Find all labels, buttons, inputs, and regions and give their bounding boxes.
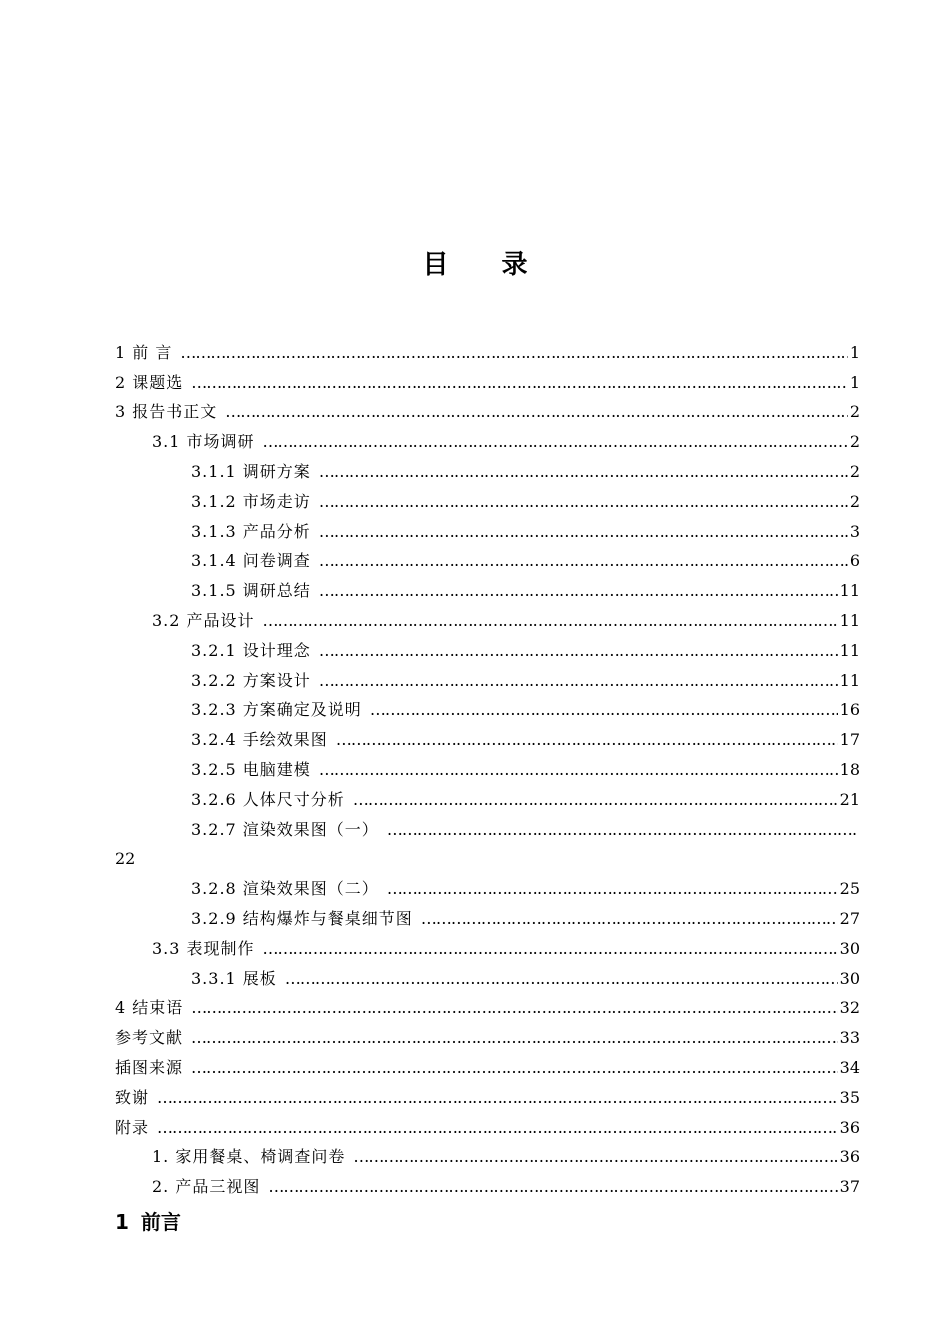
toc-entry-wrapped-page [115, 840, 860, 870]
dot-leader [387, 879, 838, 899]
toc-entry[interactable] [115, 333, 860, 363]
toc-entry-title: 2 课题选 [115, 372, 184, 392]
toc-entry-page: 17 [839, 730, 860, 750]
toc-entry[interactable] [115, 631, 860, 661]
dot-leader [191, 998, 837, 1018]
toc-entry-title: 3.2.5 电脑建模 [191, 759, 311, 779]
toc-entry-title: 3.1 市场调研 [152, 432, 255, 452]
toc-entry-title: 3.2.8 渲染效果图（二） [191, 879, 379, 899]
toc-entry[interactable] [115, 422, 860, 452]
toc-entry[interactable] [115, 1078, 860, 1108]
toc-entry[interactable] [115, 393, 860, 423]
toc-entry-title: 4 结束语 [115, 998, 184, 1018]
toc-entry-title: 插图来源 [115, 1057, 184, 1077]
dot-leader [353, 790, 838, 810]
toc-entry[interactable] [115, 691, 860, 721]
toc-entry-page: 36 [839, 1147, 860, 1167]
dot-leader [263, 611, 838, 631]
toc-entry-page: 11 [839, 610, 860, 630]
toc-entry-title: 3.1.1 调研方案 [191, 461, 311, 481]
toc-entry-page: 32 [839, 998, 860, 1018]
dot-leader [263, 939, 838, 959]
dot-leader [319, 641, 838, 661]
toc-entry-page: 11 [839, 581, 860, 601]
toc-entry[interactable] [115, 929, 860, 959]
toc-entry-page: 36 [839, 1117, 860, 1137]
toc-entry-page: 34 [839, 1057, 860, 1077]
toc-entry[interactable] [115, 1138, 860, 1168]
dot-leader [191, 373, 848, 393]
dot-leader [180, 343, 847, 363]
toc-entry-page: 16 [839, 700, 860, 720]
toc-entry-page: 6 [849, 551, 860, 571]
dot-leader [225, 402, 848, 422]
toc-entry[interactable] [115, 452, 860, 482]
dot-leader [191, 1028, 838, 1048]
toc-entry[interactable] [115, 989, 860, 1019]
toc-entry-page: 18 [839, 759, 860, 779]
toc-entry-title: 3.1.4 问卷调查 [191, 551, 311, 571]
toc-entry-title: 3.1.2 市场走访 [191, 491, 311, 511]
dot-leader [319, 492, 848, 512]
toc-entry-title: 3.2.4 手绘效果图 [191, 730, 328, 750]
toc-entry-page: 2 [849, 461, 860, 481]
section-title: 前言 [140, 1210, 181, 1234]
toc-entry-title: 3.2.6 人体尺寸分析 [191, 789, 345, 809]
toc-entry-page: 30 [839, 938, 860, 958]
dot-leader [421, 909, 838, 929]
toc-entry-title: 3.2.9 结构爆炸与餐桌细节图 [191, 908, 413, 928]
toc-entry-page: 21 [839, 789, 860, 809]
toc-entry-title: 2. 产品三视图 [152, 1177, 261, 1197]
toc-entry[interactable] [115, 720, 860, 750]
toc-entry-title: 3.1.5 调研总结 [191, 581, 311, 601]
toc-entry-title: 参考文献 [115, 1028, 184, 1048]
toc-entry[interactable] [115, 750, 860, 780]
dot-leader [319, 581, 838, 601]
toc-entry[interactable] [115, 1048, 860, 1078]
dot-leader [319, 462, 848, 482]
toc-entry-title: 3.3.1 展板 [191, 968, 277, 988]
toc-entry[interactable] [115, 571, 860, 601]
toc-entry-title: 1 前 言 [115, 342, 173, 362]
toc-entry-page: 22 [115, 849, 136, 869]
toc-entry-title: 1. 家用餐桌、椅调查问卷 [152, 1147, 346, 1167]
toc-entry-page: 25 [839, 879, 860, 899]
toc-entry-page: 11 [839, 640, 860, 660]
toc-entry-page: 11 [839, 670, 860, 690]
dot-leader [263, 432, 848, 452]
section-heading [115, 1206, 181, 1235]
toc-entry[interactable] [115, 780, 860, 810]
toc-entry[interactable] [115, 1018, 860, 1048]
toc-entry-title: 3.2.2 方案设计 [191, 670, 311, 690]
toc-entry[interactable] [115, 1108, 860, 1138]
toc-entry[interactable] [115, 512, 860, 542]
toc-entry-page: 37 [839, 1177, 860, 1197]
dot-leader [353, 1147, 837, 1167]
toc-entry[interactable] [115, 1167, 860, 1197]
toc-entry-page: 35 [839, 1087, 860, 1107]
toc-entry-page: 30 [839, 968, 860, 988]
toc-entry-title: 3.1.3 产品分析 [191, 521, 311, 541]
dot-leader [370, 700, 838, 720]
dot-leader [285, 969, 838, 989]
dot-leader [319, 551, 848, 571]
dot-leader [336, 730, 838, 750]
toc-entry-title: 3.3 表现制作 [152, 938, 255, 958]
toc-entry-title: 致谢 [115, 1087, 150, 1107]
toc-entry-title: 3.2.3 方案确定及说明 [191, 700, 362, 720]
toc-entry-page: 2 [849, 432, 860, 452]
toc-entry-title: 3.2.7 渲染效果图（一） [191, 819, 379, 839]
dot-leader [319, 760, 838, 780]
dot-leader [191, 1058, 838, 1078]
toc-entry-title: 附录 [115, 1117, 150, 1137]
dot-leader [319, 522, 848, 542]
toc-entry-page: 1 [849, 372, 860, 392]
toc-entry[interactable] [115, 601, 860, 631]
toc-entry[interactable] [115, 869, 860, 899]
toc-entry[interactable] [115, 482, 860, 512]
toc-entry[interactable] [115, 661, 860, 691]
toc-entry-title: 3.2 产品设计 [152, 610, 255, 630]
toc-entry[interactable] [115, 899, 860, 929]
toc-entry[interactable] [115, 959, 860, 989]
dot-leader [157, 1118, 838, 1138]
toc-list [115, 333, 860, 1197]
toc-entry[interactable] [115, 810, 860, 840]
toc-entry[interactable] [115, 363, 860, 393]
toc-entry-title: 3 报告书正文 [115, 402, 218, 422]
toc-entry[interactable] [115, 542, 860, 572]
toc-title: 目 录 [422, 250, 550, 280]
toc-entry-page: 33 [839, 1028, 860, 1048]
toc-entry-page: 27 [839, 908, 860, 928]
dot-leader [387, 820, 858, 840]
toc-entry-page: 2 [849, 491, 860, 511]
dot-leader [268, 1177, 837, 1197]
toc-entry-page: 2 [849, 402, 860, 422]
toc-entry-title: 3.2.1 设计理念 [191, 640, 311, 660]
toc-entry-page: 3 [849, 521, 860, 541]
dot-leader [319, 671, 838, 691]
toc-entry-page: 1 [849, 342, 860, 362]
section-number: 1 [115, 1210, 129, 1234]
dot-leader [157, 1088, 838, 1108]
